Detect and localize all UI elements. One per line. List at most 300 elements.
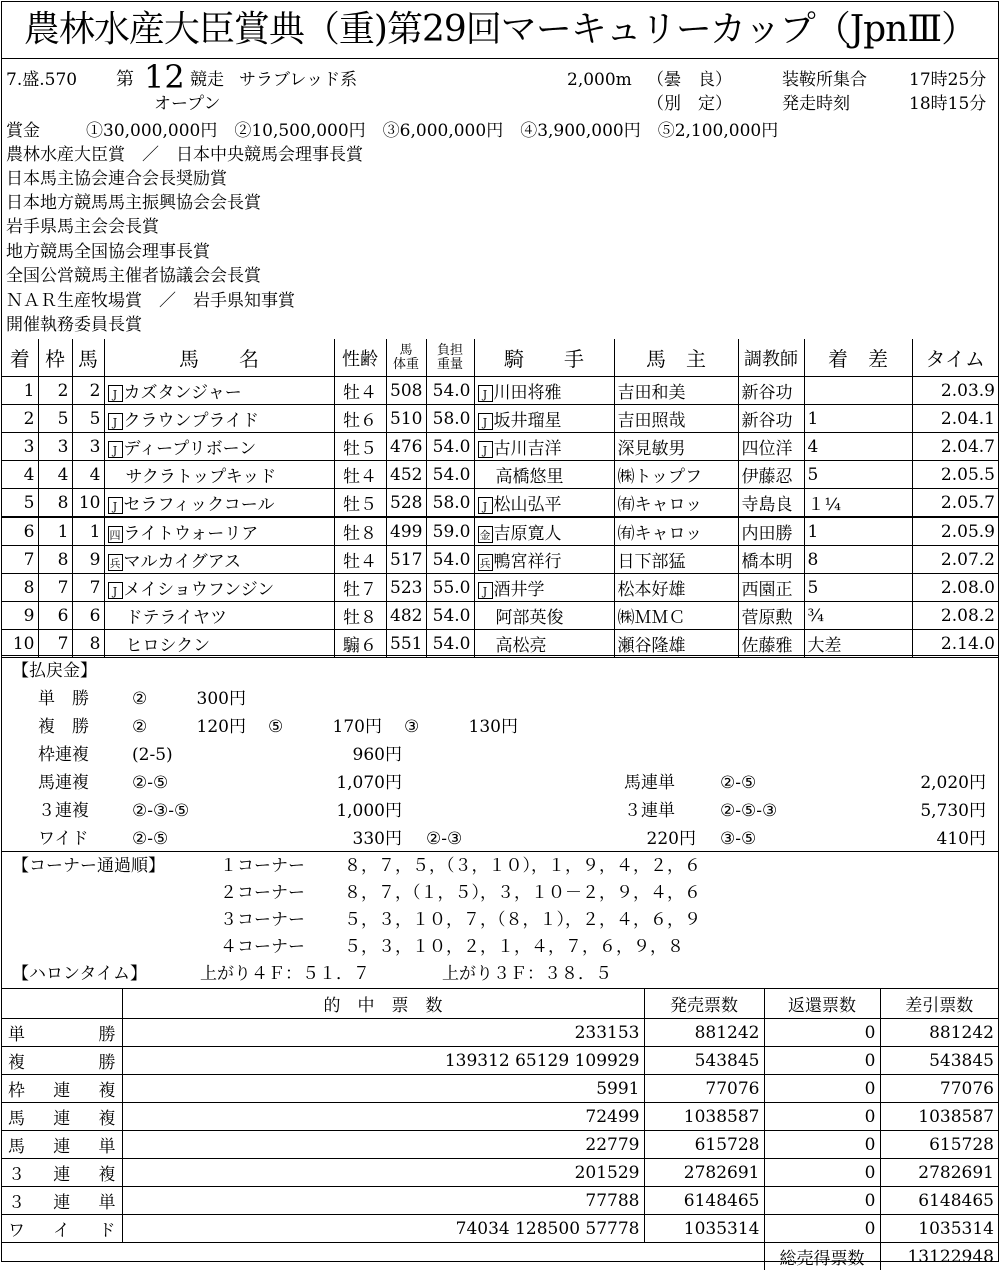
bet-type: 複勝 [2,1047,122,1075]
assembly-label: 装鞍所集合 [782,69,867,91]
bracket-cell: 6 [38,602,72,630]
jockey-name: 鴨宮祥行 [494,552,562,572]
sex-age-cell: 牡８ [334,517,386,546]
votes-header-hit: 的 中 票 数 [122,989,644,1019]
horse-name: マルカイグアス [124,552,241,572]
hit-votes: 233153 [122,1019,644,1047]
jockey-origin-mark: J [478,413,493,430]
result-row [2,574,998,602]
net-votes: 543845 [880,1047,998,1075]
burden-cell: 54.0 [426,546,474,574]
net-votes: 1038587 [880,1103,998,1131]
refund-votes: 0 [764,1103,880,1131]
horse-name: ドテライヤツ [126,608,228,628]
umaren-label: 馬連複 [38,772,89,794]
net-votes: 615728 [880,1131,998,1159]
weight-cell: 523 [386,574,426,602]
race-number: 12 [144,60,185,94]
rank-cell: 7 [2,546,38,574]
sex-age-cell: 牡８ [334,602,386,630]
bet-type: ３連単 [2,1187,122,1215]
time-cell: 2.05.9 [912,517,998,546]
jockey-name: 阿部英俊 [496,608,564,628]
horse-name: ディープリボーン [124,439,257,459]
hit-votes: 5991 [122,1075,644,1103]
fukusho-combo: ③ [404,716,419,738]
results-table [2,339,998,658]
result-row [2,517,998,546]
hit-votes: 72499 [122,1103,644,1131]
burden-cell: 54.0 [426,602,474,630]
rank-cell: 5 [2,489,38,518]
start-time: 18時15分 [909,93,986,115]
jockey-cell [474,489,614,518]
sold-votes: 1035314 [644,1215,764,1243]
bracket-cell: 3 [38,433,72,461]
header-weight-top: 馬 [399,343,412,358]
horse-no-cell: 10 [72,489,104,518]
margin-cell [804,377,912,405]
trainer-cell: 菅原勲 [738,602,804,630]
jockey-origin-mark: J [478,582,493,599]
sold-votes: 615728 [644,1131,764,1159]
margin-cell: 大差 [804,630,912,658]
jockey-name: 吉原寛人 [494,524,562,544]
time-cell: 2.07.2 [912,546,998,574]
votes-header-blank [2,989,122,1019]
sanrenpuku-combo: ②-③-⑤ [132,800,189,822]
fukusho-label: 複 勝 [38,716,89,738]
jockey-cell [474,602,614,630]
time-cell: 2.03.9 [912,377,998,405]
header-sex-age: 性齢 [334,339,386,377]
owner-cell: 瀬谷隆雄 [614,630,738,658]
horse-name-cell [104,461,334,489]
result-row [2,461,998,489]
jockey-cell [474,405,614,433]
trainer-cell: 新谷功 [738,377,804,405]
wakuren-label: 枠連複 [38,744,89,766]
bet-type: ワイド [2,1215,122,1243]
weight-rule: （別 定） [647,93,732,115]
bracket-cell: 2 [38,377,72,405]
votes-row [2,1103,998,1131]
hit-votes: 201529 [122,1159,644,1187]
burden-cell: 59.0 [426,517,474,546]
horse-no-cell: 7 [72,574,104,602]
sanrentan-amount: 5,730円 [882,800,986,822]
owner-cell: ㈲キャロッ [614,517,738,546]
owner-cell: 吉田照哉 [614,405,738,433]
trainer-cell: 橋本明 [738,546,804,574]
corner-order: ８，７，５，（３，１０），１，９，４，２，６ [344,855,701,877]
net-votes: 881242 [880,1019,998,1047]
weather-going: （曇 良） [647,69,732,91]
award-line: 開催執務委員長賞 [6,314,142,336]
wide-amount: 330円 [302,828,402,850]
corner-label: １コーナー [220,855,305,877]
total-row [2,1243,998,1270]
result-row [2,602,998,630]
jockey-name: 坂井瑠星 [494,411,562,431]
sex-age-cell: 牡４ [334,461,386,489]
header-time: タイム [912,339,998,377]
votes-header-net: 差引票数 [880,989,998,1019]
wide-combo: ②-③ [426,828,462,850]
margin-cell: 8 [804,546,912,574]
sold-votes: 77076 [644,1075,764,1103]
time-cell: 2.08.0 [912,574,998,602]
refund-votes: 0 [764,1075,880,1103]
bracket-cell: 7 [38,574,72,602]
votes-header-sold: 発売票数 [644,989,764,1019]
header-burden-top: 負担 [437,343,463,358]
votes-row [2,1047,998,1075]
bet-type: 枠連複 [2,1075,122,1103]
rank-cell: 9 [2,602,38,630]
assembly-time: 17時25分 [909,69,986,91]
burden-cell: 54.0 [426,433,474,461]
horse-name-cell [104,489,334,518]
result-row [2,377,998,405]
votes-row [2,1215,998,1243]
header-horse-no: 馬 [72,339,104,377]
time-cell: 2.05.5 [912,461,998,489]
result-row [2,433,998,461]
corner-order: ８，７，（１，５），３，１０－２，９，４，６ [344,882,701,904]
jockey-name: 高橋悠里 [496,467,564,487]
trainer-cell: 新谷功 [738,405,804,433]
result-row [2,630,998,658]
time-cell: 2.05.7 [912,489,998,518]
furlong-last4: 上がり４Ｆ：５１．７ [200,963,370,985]
burden-cell: 54.0 [426,461,474,489]
race-kyoso: 競走 [190,69,224,91]
corner-order: ５，３，１０，７，（８，１），２，４，６，９ [344,909,701,931]
result-row [2,489,998,518]
horse-origin-mark: J [108,582,123,599]
weight-cell: 517 [386,546,426,574]
race-class: オープン [154,93,220,115]
margin-cell: 5 [804,574,912,602]
bracket-cell: 8 [38,546,72,574]
sex-age-cell: 牡５ [334,433,386,461]
bracket-cell: 1 [38,517,72,546]
jockey-name: 古川吉洋 [494,439,562,459]
weight-cell: 482 [386,602,426,630]
time-cell: 2.04.7 [912,433,998,461]
weight-cell: 551 [386,630,426,658]
tansho-amount: 300円 [182,688,246,710]
trainer-cell: 内田勝 [738,517,804,546]
sanrenpuku-label: ３連複 [38,800,89,822]
fukusho-combo: ② [132,716,147,738]
jockey-name: 松山弘平 [494,495,562,515]
horse-name-cell [104,517,334,546]
award-line: 岩手県馬主会会長賞 [6,216,159,238]
net-votes: 1035314 [880,1215,998,1243]
votes-table [2,988,998,1270]
hit-votes: 74034 128500 57778 [122,1215,644,1243]
horse-no-cell: 1 [72,517,104,546]
sanrentan-label: ３連単 [624,800,675,822]
fukusho-amount: 130円 [438,716,518,738]
horse-name: ライトウォーリア [124,524,259,544]
sex-age-cell: 牡４ [334,377,386,405]
total-blank [2,1243,764,1270]
refund-votes: 0 [764,1047,880,1075]
refund-votes: 0 [764,1019,880,1047]
header-margin: 着 差 [804,339,912,377]
horse-no-cell: 8 [72,630,104,658]
votes-row [2,1075,998,1103]
header-burden-bottom: 重量 [437,357,463,372]
result-row [2,546,998,574]
trainer-cell: 四位洋 [738,433,804,461]
bracket-cell: 7 [38,630,72,658]
horse-name-cell [104,630,334,658]
votes-row [2,1131,998,1159]
corner-order: ５，３，１０，２，１，４，７，６，９，８ [344,936,684,958]
votes-row [2,1019,998,1047]
rank-cell: 2 [2,405,38,433]
jockey-name: 川田将雅 [494,383,562,403]
jockey-name: 高松亮 [496,636,547,656]
owner-cell: ㈲キャロッ [614,489,738,518]
fukusho-combo: ⑤ [268,716,283,738]
umaren-amount: 1,070円 [302,772,402,794]
horse-name: メイショウフンジン [124,580,275,600]
header-trainer: 調教師 [738,339,804,377]
horse-name-cell [104,602,334,630]
prize-label: 賞金 [6,120,40,142]
umaren-combo: ②-⑤ [132,772,168,794]
jockey-cell [474,433,614,461]
hit-votes: 139312 65129 109929 [122,1047,644,1075]
award-line: 農林水産大臣賞 ／ 日本中央競馬会理事長賞 [6,144,363,166]
rank-cell: 4 [2,461,38,489]
refund-votes: 0 [764,1131,880,1159]
net-votes: 77076 [880,1075,998,1103]
total-value: 13122948 [880,1243,998,1270]
votes-header-refund: 返還票数 [764,989,880,1019]
wakuren-amount: 960円 [302,744,402,766]
horse-name-cell [104,377,334,405]
trainer-cell: 伊藤忍 [738,461,804,489]
burden-cell: 55.0 [426,574,474,602]
sex-age-cell: 牡５ [334,489,386,518]
horse-origin-mark: J [108,441,123,458]
horse-no-cell: 6 [72,602,104,630]
horse-name-cell [104,405,334,433]
horse-no-cell: 3 [72,433,104,461]
bet-type: 馬連単 [2,1131,122,1159]
header-bracket: 枠 [38,339,72,377]
hit-votes: 22779 [122,1131,644,1159]
bracket-cell: 4 [38,461,72,489]
sold-votes: 1038587 [644,1103,764,1131]
race-title: 農林水産大臣賞典（重)第29回マーキュリーカップ（JpnⅢ） [2,2,998,59]
weight-cell: 476 [386,433,426,461]
jockey-origin-mark: 金 [478,526,493,543]
award-line: 地方競馬全国協会理事長賞 [6,241,210,263]
rank-cell: 1 [2,377,38,405]
wide-combo: ②-⑤ [132,828,168,850]
umatan-amount: 2,020円 [882,772,986,794]
horse-origin-mark: J [108,413,123,430]
margin-cell: 4 [804,433,912,461]
award-line: 日本地方競馬馬主振興協会会長賞 [6,192,261,214]
refund-votes: 0 [764,1187,880,1215]
sold-votes: 6148465 [644,1187,764,1215]
time-cell: 2.04.1 [912,405,998,433]
header-horse-name: 馬 名 [104,339,334,377]
header-owner: 馬 主 [614,339,738,377]
rank-cell: 8 [2,574,38,602]
total-label: 総売得票数 [764,1243,880,1270]
prize-amounts: ①30,000,000円 ②10,500,000円 ③6,000,000円 ④3,900,000円 ⑤2,100,000円 [86,120,778,142]
horse-name: カズタンジャー [124,383,242,403]
weight-cell: 499 [386,517,426,546]
jockey-origin-mark: J [478,441,493,458]
wide-combo: ③-⑤ [720,828,756,850]
tansho-label: 単 勝 [38,688,89,710]
horse-name: ヒロシクン [126,636,211,656]
margin-cell: ¾ [804,602,912,630]
burden-cell: 58.0 [426,405,474,433]
wide-amount: 220円 [592,828,696,850]
jockey-origin-mark: J [478,497,493,514]
trainer-cell: 寺島良 [738,489,804,518]
bet-type: 単勝 [2,1019,122,1047]
start-label: 発走時刻 [782,93,850,115]
award-line: ＮＡＲ生産牧場賞 ／ 岩手県知事賞 [6,290,295,312]
corner-header: 【コーナー通過順】 [12,855,165,877]
award-line: 日本馬主協会連合会長奨励賞 [6,168,227,190]
sold-votes: 2782691 [644,1159,764,1187]
wide-label: ワイド [38,828,89,850]
time-cell: 2.14.0 [912,630,998,658]
hit-votes: 77788 [122,1187,644,1215]
bet-type: ３連複 [2,1159,122,1187]
wide-amount: 410円 [882,828,986,850]
horse-origin-mark: 四 [108,526,123,543]
rank-cell: 3 [2,433,38,461]
race-breed: サラブレッド系 [239,69,357,91]
weight-cell: 510 [386,405,426,433]
jockey-cell [474,630,614,658]
results-header-row [2,339,998,377]
meeting-code: 7.盛.570 [6,69,77,91]
payout-header: 【払戻金】 [12,660,97,682]
fukusho-amount: 170円 [302,716,382,738]
jockey-origin-mark: 兵 [478,554,493,571]
weight-cell: 452 [386,461,426,489]
jockey-cell [474,377,614,405]
horse-origin-mark: J [108,385,123,402]
sanrenpuku-amount: 1,000円 [302,800,402,822]
corner-label: ４コーナー [220,936,305,958]
horse-no-cell: 5 [72,405,104,433]
rank-cell: 6 [2,517,38,546]
jockey-cell [474,517,614,546]
owner-cell: ㈱ＭＭＣ [614,602,738,630]
owner-cell: 日下部猛 [614,546,738,574]
header-rank: 着 [2,339,38,377]
umatan-label: 馬連単 [624,772,675,794]
race-result-sheet [1,1,999,1262]
jockey-name: 酒井学 [494,580,545,600]
sanrentan-combo: ②-⑤-③ [720,800,777,822]
horse-name: クラウンプライド [124,411,260,431]
corner-label: ２コーナー [220,882,305,904]
weight-cell: 508 [386,377,426,405]
horse-name: セラフィックコール [124,495,275,515]
votes-row [2,1187,998,1215]
furlong-header: 【ハロンタイム】 [12,963,147,985]
owner-cell: 深見敏男 [614,433,738,461]
votes-row [2,1159,998,1187]
margin-cell: 1 [804,517,912,546]
award-line: 全国公営競馬主催者協議会会長賞 [6,265,261,287]
sold-votes: 543845 [644,1047,764,1075]
burden-cell: 54.0 [426,377,474,405]
umatan-combo: ②-⑤ [720,772,756,794]
sex-age-cell: 牡６ [334,405,386,433]
horse-name-cell [104,574,334,602]
header-weight-bottom: 体重 [393,357,419,372]
margin-cell: 5 [804,461,912,489]
rank-cell: 10 [2,630,38,658]
horse-no-cell: 4 [72,461,104,489]
fukusho-amount: 120円 [182,716,246,738]
header-jockey: 騎 手 [474,339,614,377]
jockey-cell [474,546,614,574]
jockey-cell [474,461,614,489]
race-distance: 2,000m [567,69,632,91]
net-votes: 2782691 [880,1159,998,1187]
margin-cell: １¼ [804,489,912,518]
horse-name-cell [104,546,334,574]
horse-no-cell: 2 [72,377,104,405]
owner-cell: 松本好雄 [614,574,738,602]
burden-cell: 54.0 [426,630,474,658]
trainer-cell: 西園正 [738,574,804,602]
bet-type: 馬連複 [2,1103,122,1131]
bracket-cell: 8 [38,489,72,518]
wakuren-combo: (2-5) [132,744,173,766]
sex-age-cell: 牡４ [334,546,386,574]
sex-age-cell: 牡７ [334,574,386,602]
refund-votes: 0 [764,1159,880,1187]
sold-votes: 881242 [644,1019,764,1047]
net-votes: 6148465 [880,1187,998,1215]
time-cell: 2.08.2 [912,602,998,630]
jockey-cell [474,574,614,602]
horse-origin-mark: J [108,497,123,514]
refund-votes: 0 [764,1215,880,1243]
race-dai: 第 [116,69,134,91]
corner-label: ３コーナー [220,909,305,931]
horse-name-cell [104,433,334,461]
header-burden [426,339,474,377]
votes-header-row [2,989,998,1019]
horse-name: サクラトップキッド [126,467,277,487]
owner-cell: 吉田和美 [614,377,738,405]
weight-cell: 528 [386,489,426,518]
tansho-combo: ② [132,688,147,710]
jockey-origin-mark: J [478,385,493,402]
